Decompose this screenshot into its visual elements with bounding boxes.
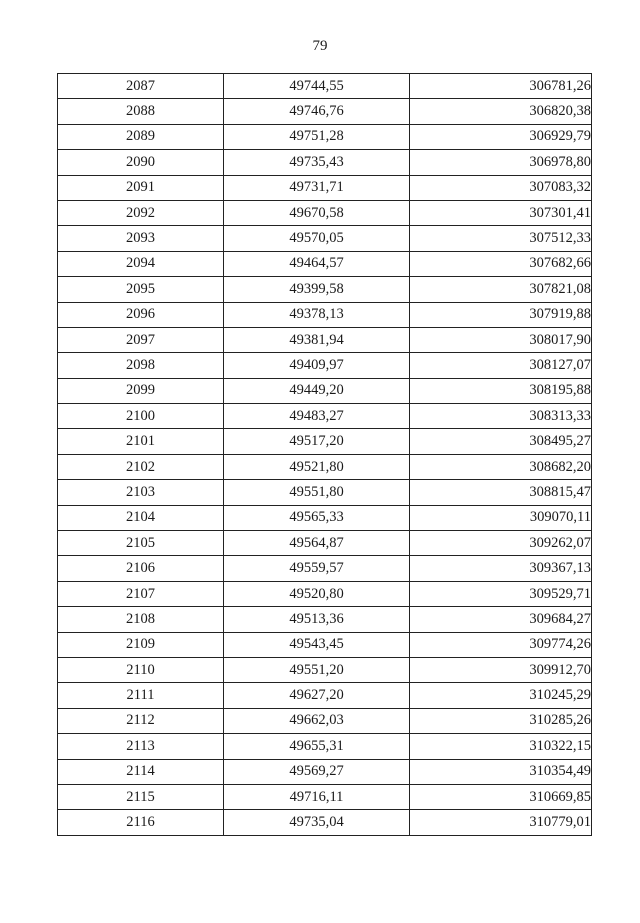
y-coordinate-cell: 309912,70 — [410, 657, 592, 682]
table-row — [58, 657, 592, 682]
page-number: 79 — [312, 38, 328, 54]
x-coordinate-cell: 49483,27 — [224, 404, 410, 429]
point-number-cell: 2108 — [58, 607, 224, 632]
table-row — [58, 810, 592, 835]
point-number-cell: 2091 — [58, 175, 224, 200]
y-coordinate-cell: 309774,26 — [410, 632, 592, 657]
x-coordinate-cell: 49570,05 — [224, 226, 410, 251]
table-row — [58, 784, 592, 809]
table-row — [58, 556, 592, 581]
table-row — [58, 708, 592, 733]
point-number-cell: 2105 — [58, 531, 224, 556]
x-coordinate-cell: 49735,43 — [224, 150, 410, 175]
table-row — [58, 378, 592, 403]
x-coordinate-cell: 49670,58 — [224, 200, 410, 225]
x-coordinate-cell: 49378,13 — [224, 302, 410, 327]
y-coordinate-cell: 308682,20 — [410, 454, 592, 479]
point-number-cell: 2092 — [58, 200, 224, 225]
table-row — [58, 251, 592, 276]
table-row — [58, 200, 592, 225]
x-coordinate-cell: 49543,45 — [224, 632, 410, 657]
point-number-cell: 2111 — [58, 683, 224, 708]
point-number-cell: 2106 — [58, 556, 224, 581]
y-coordinate-cell: 308815,47 — [410, 480, 592, 505]
x-coordinate-cell: 49513,36 — [224, 607, 410, 632]
point-number-cell: 2115 — [58, 784, 224, 809]
coordinates-table-body — [58, 74, 592, 836]
y-coordinate-cell: 309684,27 — [410, 607, 592, 632]
point-number-cell: 2093 — [58, 226, 224, 251]
x-coordinate-cell: 49559,57 — [224, 556, 410, 581]
point-number-cell: 2094 — [58, 251, 224, 276]
x-coordinate-cell: 49744,55 — [224, 74, 410, 99]
x-coordinate-cell: 49655,31 — [224, 734, 410, 759]
point-number-cell: 2114 — [58, 759, 224, 784]
table-row — [58, 99, 592, 124]
y-coordinate-cell: 308495,27 — [410, 429, 592, 454]
point-number-cell: 2089 — [58, 124, 224, 149]
y-coordinate-cell: 307512,33 — [410, 226, 592, 251]
point-number-cell: 2110 — [58, 657, 224, 682]
table-row — [58, 277, 592, 302]
table-row — [58, 683, 592, 708]
table-row — [58, 175, 592, 200]
table-row — [58, 74, 592, 99]
point-number-cell: 2102 — [58, 454, 224, 479]
table-row — [58, 150, 592, 175]
x-coordinate-cell: 49520,80 — [224, 581, 410, 606]
y-coordinate-cell: 310779,01 — [410, 810, 592, 835]
point-number-cell: 2107 — [58, 581, 224, 606]
table-row — [58, 327, 592, 352]
x-coordinate-cell: 49569,27 — [224, 759, 410, 784]
y-coordinate-cell: 309262,07 — [410, 531, 592, 556]
x-coordinate-cell: 49521,80 — [224, 454, 410, 479]
x-coordinate-cell: 49409,97 — [224, 353, 410, 378]
table-row — [58, 480, 592, 505]
y-coordinate-cell: 310669,85 — [410, 784, 592, 809]
x-coordinate-cell: 49449,20 — [224, 378, 410, 403]
table-row — [58, 632, 592, 657]
y-coordinate-cell: 306820,38 — [410, 99, 592, 124]
y-coordinate-cell: 309367,13 — [410, 556, 592, 581]
y-coordinate-cell: 307682,66 — [410, 251, 592, 276]
point-number-cell: 2103 — [58, 480, 224, 505]
y-coordinate-cell: 310322,15 — [410, 734, 592, 759]
x-coordinate-cell: 49662,03 — [224, 708, 410, 733]
point-number-cell: 2097 — [58, 327, 224, 352]
y-coordinate-cell: 307083,32 — [410, 175, 592, 200]
y-coordinate-cell: 310285,26 — [410, 708, 592, 733]
point-number-cell: 2099 — [58, 378, 224, 403]
x-coordinate-cell: 49731,71 — [224, 175, 410, 200]
point-number-cell: 2088 — [58, 99, 224, 124]
x-coordinate-cell: 49564,87 — [224, 531, 410, 556]
point-number-cell: 2090 — [58, 150, 224, 175]
table-row — [58, 759, 592, 784]
coordinates-table — [57, 73, 592, 836]
y-coordinate-cell: 309070,11 — [410, 505, 592, 530]
point-number-cell: 2095 — [58, 277, 224, 302]
y-coordinate-cell: 307919,88 — [410, 302, 592, 327]
x-coordinate-cell: 49381,94 — [224, 327, 410, 352]
y-coordinate-cell: 310354,49 — [410, 759, 592, 784]
table-row — [58, 454, 592, 479]
x-coordinate-cell: 49751,28 — [224, 124, 410, 149]
table-row — [58, 404, 592, 429]
point-number-cell: 2104 — [58, 505, 224, 530]
table-row — [58, 531, 592, 556]
x-coordinate-cell: 49551,80 — [224, 480, 410, 505]
y-coordinate-cell: 306781,26 — [410, 74, 592, 99]
point-number-cell: 2100 — [58, 404, 224, 429]
table-row — [58, 429, 592, 454]
point-number-cell: 2116 — [58, 810, 224, 835]
x-coordinate-cell: 49716,11 — [224, 784, 410, 809]
point-number-cell: 2098 — [58, 353, 224, 378]
point-number-cell: 2113 — [58, 734, 224, 759]
x-coordinate-cell: 49399,58 — [224, 277, 410, 302]
table-row — [58, 581, 592, 606]
point-number-cell: 2096 — [58, 302, 224, 327]
x-coordinate-cell: 49565,33 — [224, 505, 410, 530]
table-row — [58, 734, 592, 759]
table-row — [58, 353, 592, 378]
point-number-cell: 2101 — [58, 429, 224, 454]
y-coordinate-cell: 308313,33 — [410, 404, 592, 429]
x-coordinate-cell: 49464,57 — [224, 251, 410, 276]
y-coordinate-cell: 307301,41 — [410, 200, 592, 225]
x-coordinate-cell: 49627,20 — [224, 683, 410, 708]
point-number-cell: 2112 — [58, 708, 224, 733]
x-coordinate-cell: 49551,20 — [224, 657, 410, 682]
table-row — [58, 607, 592, 632]
y-coordinate-cell: 309529,71 — [410, 581, 592, 606]
x-coordinate-cell: 49746,76 — [224, 99, 410, 124]
table-row — [58, 124, 592, 149]
y-coordinate-cell: 308195,88 — [410, 378, 592, 403]
y-coordinate-cell: 308017,90 — [410, 327, 592, 352]
y-coordinate-cell: 306978,80 — [410, 150, 592, 175]
table-row — [58, 226, 592, 251]
y-coordinate-cell: 310245,29 — [410, 683, 592, 708]
y-coordinate-cell: 306929,79 — [410, 124, 592, 149]
x-coordinate-cell: 49735,04 — [224, 810, 410, 835]
table-row — [58, 302, 592, 327]
point-number-cell: 2087 — [58, 74, 224, 99]
x-coordinate-cell: 49517,20 — [224, 429, 410, 454]
y-coordinate-cell: 307821,08 — [410, 277, 592, 302]
point-number-cell: 2109 — [58, 632, 224, 657]
y-coordinate-cell: 308127,07 — [410, 353, 592, 378]
table-row — [58, 505, 592, 530]
